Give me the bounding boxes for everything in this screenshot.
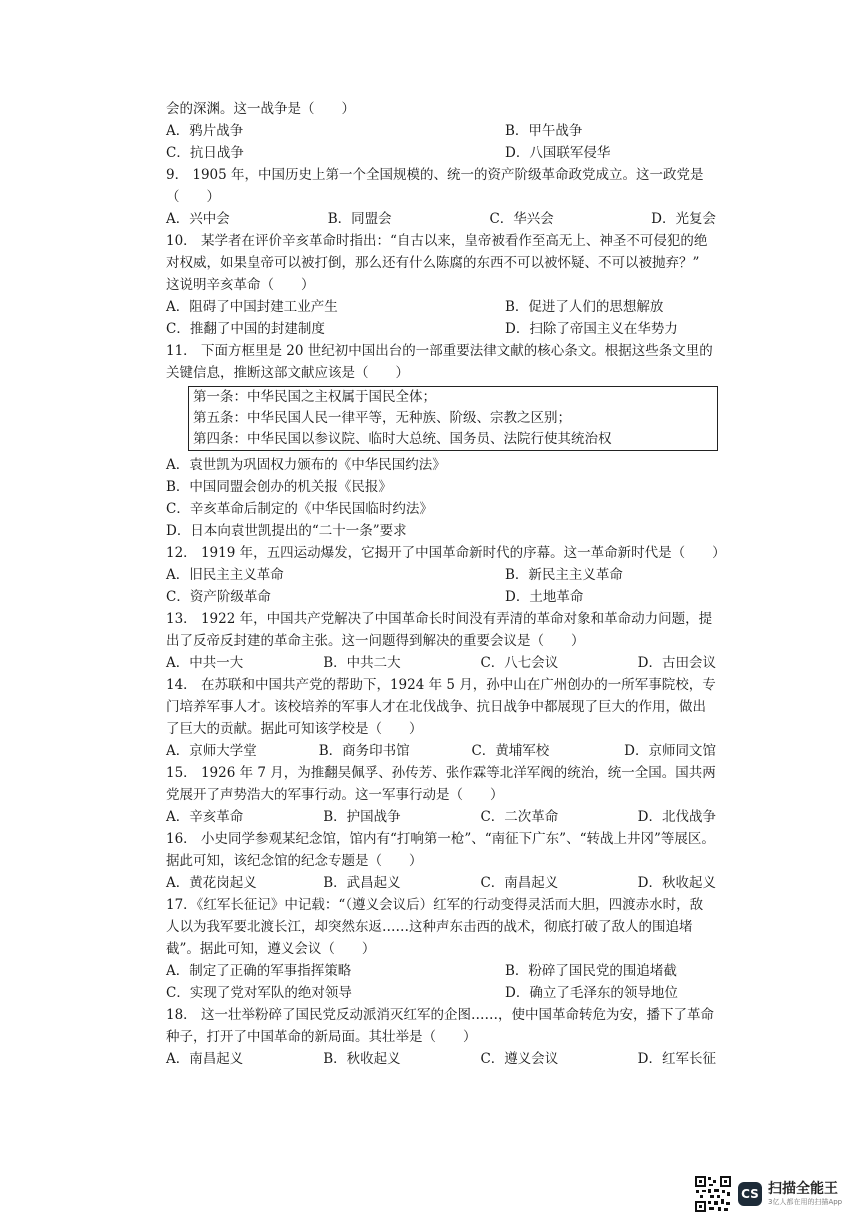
article-5: 第五条：中华民国人民一律平等，无种族、阶级、宗教之区别； xyxy=(193,410,571,426)
option-d[interactable]: D．红军长征 xyxy=(637,1051,716,1067)
question-12-options-row1 xyxy=(166,564,716,586)
question-10-stem: 这说明辛亥革命（ ） xyxy=(166,277,315,293)
question-10-options-row1 xyxy=(166,296,716,318)
option-b[interactable]: B．护国战争 xyxy=(323,809,401,825)
option-a[interactable]: A．制定了正确的军事指挥策略 xyxy=(166,963,352,979)
option-c[interactable]: C．南昌起义 xyxy=(480,875,559,891)
option-d[interactable]: D．日本向袁世凯提出的“二十一条”要求 xyxy=(166,523,407,539)
option-d[interactable]: D．京师同文馆 xyxy=(624,743,716,759)
qr-code-icon xyxy=(694,1175,732,1213)
option-c[interactable]: C．资产阶级革命 xyxy=(166,589,271,605)
option-a[interactable]: A．兴中会 xyxy=(166,211,230,227)
option-c[interactable]: C．抗日战争 xyxy=(166,145,244,161)
question-15-stem: 党展开了声势浩大的军事行动。这一军事行动是（ ） xyxy=(166,787,504,803)
exam-content xyxy=(166,98,726,1070)
question-17-options-row1 xyxy=(166,960,716,982)
option-b[interactable]: B．商务印书馆 xyxy=(318,743,410,759)
question-13-stem: 出了反帝反封建的革命主张。这一问题得到解决的重要会议是（ ） xyxy=(166,633,585,649)
option-a[interactable]: A．鸦片战争 xyxy=(166,123,244,139)
scanner-watermark xyxy=(694,1168,842,1220)
question-14-stem: 了巨大的贡献。据此可知该学校是（ ） xyxy=(166,721,423,737)
question-17-stem: 17．《红军长征记》中记载：“（遵义会议后）红军的行动变得灵活而大胆，四渡赤水时，敌 xyxy=(166,897,704,913)
option-a[interactable]: A．南昌起义 xyxy=(166,1051,244,1067)
question-17-stem: 人以为我军要北渡长江，却突然东返……这种声东击西的战术，彻底打破了敌人的围追堵 xyxy=(166,919,693,935)
option-b[interactable]: B．秋收起义 xyxy=(323,1051,401,1067)
option-a[interactable]: A．袁世凯为巩固权力颁布的《中华民国约法》 xyxy=(166,457,446,473)
option-d[interactable]: D．扫除了帝国主义在华势力 xyxy=(505,321,678,337)
option-a[interactable]: A．京师大学堂 xyxy=(166,743,257,759)
article-4: 第四条：中华民国以参议院、临时大总统、国务员、法院行使其统治权 xyxy=(193,431,612,447)
camscanner-logo: CS xyxy=(738,1182,762,1206)
question-18-stem: 种子，打开了中国革命的新局面。其壮举是（ ） xyxy=(166,1029,477,1045)
question-11-stem: 11． 下面方框里是 20 世纪初中国出台的一部重要法律文献的核心条文。根据这些条文里的 xyxy=(166,343,713,359)
question-9-stem: （ ） xyxy=(166,189,220,205)
option-b[interactable]: B．促进了人们的思想解放 xyxy=(505,299,664,315)
question-8-options-row1 xyxy=(166,120,716,142)
article-1: 第一条：中华民国之主权属于国民全体； xyxy=(193,389,436,405)
question-14-stem: 14． 在苏联和中国共产党的帮助下，1924 年 5 月，孙中山在广州创办的一所军事院校，专 xyxy=(166,677,716,693)
option-d[interactable]: D．秋收起义 xyxy=(637,875,716,891)
question-8-stem: 会的深渊。这一战争是（ ） xyxy=(166,101,355,117)
question-18-stem: 18． 这一壮举粉碎了国民党反动派消灭红军的企图……，使中国革命转危为安，播下了革命 xyxy=(166,1007,714,1023)
app-tagline: 3亿人都在用的扫描App xyxy=(768,1198,843,1206)
option-c[interactable]: C．八七会议 xyxy=(480,655,559,671)
legal-text-box xyxy=(188,386,718,451)
question-13-options xyxy=(166,652,716,674)
brand-block xyxy=(768,1181,842,1207)
question-9-stem: 9． 1905 年，中国历史上第一个全国规模的、统一的资产阶级革命政党成立。这一政党是 xyxy=(166,167,704,183)
option-a[interactable]: A．辛亥革命 xyxy=(166,809,244,825)
option-b[interactable]: B．中国同盟会创办的机关报《民报》 xyxy=(166,479,392,495)
option-d[interactable]: D．土地革命 xyxy=(505,589,584,605)
option-c[interactable]: C．推翻了中国的封建制度 xyxy=(166,321,325,337)
question-16-stem: 16． 小史同学参观某纪念馆，馆内有“打响第一枪”、“南征下广东”、“转战上井冈”等展区。 xyxy=(166,831,715,847)
option-c[interactable]: C．华兴会 xyxy=(489,211,554,227)
option-c[interactable]: C．实现了党对军队的绝对领导 xyxy=(166,985,352,1001)
option-a[interactable]: A．黄花岗起义 xyxy=(166,875,257,891)
option-a[interactable]: A．中共一大 xyxy=(166,655,244,671)
option-d[interactable]: D．北伐战争 xyxy=(637,809,716,825)
question-9-options xyxy=(166,208,716,230)
question-14-stem: 门培养军事人才。该校培养的军事人才在北伐战争、抗日战争中都展现了巨大的作用，做出 xyxy=(166,699,706,715)
option-b[interactable]: B．新民主主义革命 xyxy=(505,567,623,583)
question-12-stem: 12． 1919 年，五四运动爆发，它揭开了中国革命新时代的序幕。这一革命新时代是（ ） xyxy=(166,545,726,561)
option-b[interactable]: B．甲午战争 xyxy=(505,123,583,139)
option-b[interactable]: B．粉碎了国民党的围追堵截 xyxy=(505,963,677,979)
option-a[interactable]: A．旧民主主义革命 xyxy=(166,567,284,583)
question-15-stem: 15． 1926 年 7 月，为推翻吴佩孚、孙传芳、张作霖等北洋军阀的统治，统一全国。国共两 xyxy=(166,765,716,781)
question-14-options xyxy=(166,740,716,762)
option-d[interactable]: D．八国联军侵华 xyxy=(505,145,611,161)
question-13-stem: 13． 1922 年，中国共产党解决了中国革命长时间没有弄清的革命对象和革命动力问题，提 xyxy=(166,611,713,627)
question-15-options xyxy=(166,806,716,828)
question-12-options-row2 xyxy=(166,586,716,608)
option-d[interactable]: D．确立了毛泽东的领导地位 xyxy=(505,985,678,1001)
question-8-options-row2 xyxy=(166,142,716,164)
option-d[interactable]: D．古田会议 xyxy=(637,655,716,671)
question-11-stem: 关键信息，推断这部文献应该是（ ） xyxy=(166,365,409,381)
question-10-stem: 10． 某学者在评价辛亥革命时指出：“自古以来，皇帝被看作至高无上、神圣不可侵犯的绝 xyxy=(166,233,708,249)
question-17-options-row2 xyxy=(166,982,716,1004)
option-a[interactable]: A．阻碍了中国封建工业产生 xyxy=(166,299,338,315)
option-c[interactable]: C．黄埔军校 xyxy=(471,743,550,759)
option-d[interactable]: D．光复会 xyxy=(651,211,716,227)
option-b[interactable]: B．同盟会 xyxy=(327,211,392,227)
question-16-options xyxy=(166,872,716,894)
question-18-options xyxy=(166,1048,716,1070)
option-c[interactable]: C．二次革命 xyxy=(480,809,559,825)
app-name: 扫描全能王 xyxy=(768,1181,838,1197)
option-c[interactable]: C．辛亥革命后制定的《中华民国临时约法》 xyxy=(166,501,433,517)
question-16-stem: 据此可知，该纪念馆的纪念专题是（ ） xyxy=(166,853,423,869)
option-b[interactable]: B．中共二大 xyxy=(323,655,401,671)
option-c[interactable]: C．遵义会议 xyxy=(480,1051,559,1067)
question-10-options-row2 xyxy=(166,318,716,340)
option-b[interactable]: B．武昌起义 xyxy=(323,875,401,891)
question-17-stem: 截”。据此可知，遵义会议（ ） xyxy=(166,941,376,957)
question-10-stem: 对权威，如果皇帝可以被打倒，那么还有什么陈腐的东西不可以被怀疑、不可以被抛弃？” xyxy=(166,255,700,271)
